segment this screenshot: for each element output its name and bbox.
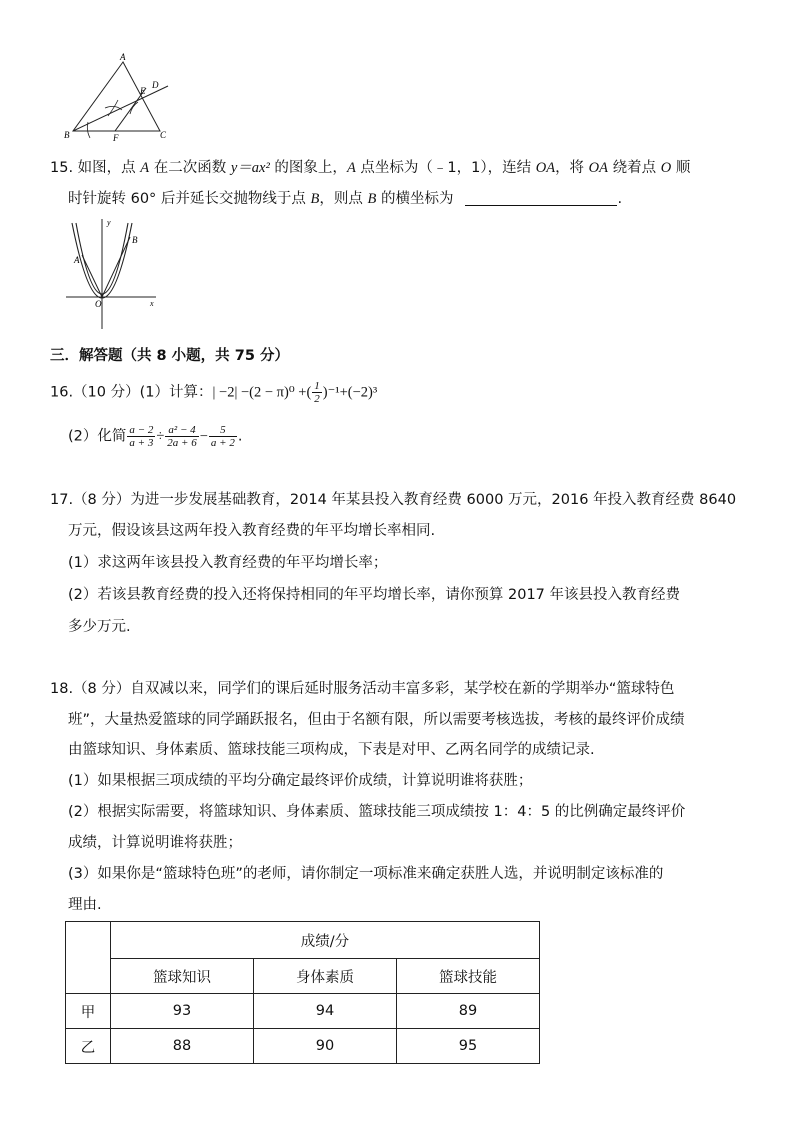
q15-point-b: B — [367, 191, 377, 207]
q18-line7: (3）如果你是“篮球特色班”的老师，请你制定一项标准来确定获胜人选，并说明制定该标准的 — [68, 866, 664, 882]
q18-line4: (1）如果根据三项成绩的平均分确定最终评价成绩，计算说明谁将获胜； — [68, 773, 533, 789]
q15-segment-oa: OA — [535, 160, 556, 176]
q18-line2: 班”，大量热爱篮球的同学踊跃报名，但由于名额有限，所以需要考核选拔，考核的最终评价成绩 — [68, 712, 685, 728]
q16-text: 16.（10 分）(1）计算： — [50, 384, 213, 401]
q15-text: 时针旋转 60° 后并延长交抛物线于点 — [68, 191, 311, 207]
q15-text: 顺 — [671, 160, 691, 176]
construction-arc — [108, 100, 118, 116]
q15-line1 — [50, 158, 690, 178]
axis-label-x: x — [150, 299, 154, 308]
table-column-header-row — [66, 959, 540, 994]
row-header: 乙 — [66, 1029, 111, 1064]
q17-line4: (2）若该县教育经费的投入还将保持相同的年平均增长率，请你预算 2017 年该县投入教育经费 — [68, 587, 680, 603]
fraction-denominator: 2a + 6 — [167, 437, 197, 449]
q16-text: . — [237, 428, 243, 445]
triangle-construction-figure — [60, 50, 180, 142]
segment-ob — [102, 237, 130, 297]
table-cell: 90 — [254, 1029, 397, 1064]
q17-line2: 万元，假设该县这两年投入教育经费的年平均增长率相同. — [68, 523, 436, 539]
column-header: 篮球知识 — [111, 959, 254, 994]
table-cell: 95 — [397, 1029, 540, 1064]
q15-point-b: B — [310, 191, 320, 207]
column-header: 篮球技能 — [397, 959, 540, 994]
q15-point-a: A — [346, 160, 356, 176]
q16-expression: )⁻¹+(−2)³ — [322, 384, 378, 401]
label-e: E — [140, 86, 146, 96]
q18-line3: 由篮球知识、身体素质、篮球技能三项构成，下表是对甲、乙两名同学的成绩记录. — [68, 742, 595, 758]
q15-text: ，将 — [555, 160, 589, 176]
q17-line3: (1）求这两年该县投入教育经费的年平均增长率； — [68, 555, 388, 571]
q18-line5: (2）根据实际需要，将篮球知识、身体素质、篮球技能三项成绩按 1：4：5 的比例确定最终评价 — [68, 804, 686, 820]
fraction-numerator: a² − 4 — [165, 424, 198, 437]
q18-line1: 18.（8 分）自双减以来，同学们的课后延时服务活动丰富多彩，某学校在新的学期举办“篮球特色 — [50, 681, 675, 697]
q15-line2 — [68, 189, 622, 209]
q16-fraction-3 — [209, 424, 237, 449]
label-f: F — [113, 133, 119, 142]
table-row — [66, 994, 540, 1029]
label-d: D — [152, 80, 159, 90]
section-title: 三．解答题（共 8 小题，共 75 分） — [50, 348, 289, 364]
q15-text: . — [617, 191, 623, 207]
row-header: 甲 — [66, 994, 111, 1029]
axis-label-y: y — [107, 218, 111, 227]
q15-text: 的图象上， — [269, 160, 347, 176]
divide-sign: ÷ — [156, 428, 165, 445]
q16-line1 — [50, 380, 377, 405]
fraction-denominator: 2 — [314, 393, 320, 405]
q15-text: 绕着点 — [608, 160, 661, 176]
table-header-row — [66, 922, 540, 959]
q15-text: 的横坐标为 — [376, 191, 454, 207]
table-cell: 94 — [254, 994, 397, 1029]
q15-point-a: A — [140, 160, 150, 176]
answer-blank[interactable] — [465, 191, 617, 206]
origin-label: O — [95, 299, 102, 309]
fraction-numerator: 1 — [314, 380, 320, 392]
q17-line5: 多少万元. — [68, 619, 131, 635]
fraction-denominator: a + 2 — [210, 437, 235, 449]
q16-fraction-1 — [127, 424, 155, 449]
point-a-label: A — [74, 255, 80, 265]
score-table — [65, 921, 540, 1064]
table-group-header: 成绩/分 — [111, 922, 540, 959]
q18-line6: 成绩，计算说明谁将获胜； — [68, 835, 242, 851]
table-row — [66, 1029, 540, 1064]
q16-line2 — [68, 424, 242, 449]
q15-text: ，则点 — [319, 191, 368, 207]
table-cell: 89 — [397, 994, 540, 1029]
q15-text: 点坐标为（﹣1，1），连结 — [355, 160, 536, 176]
table-cell: 93 — [111, 994, 254, 1029]
q15-formula: y＝ax² — [230, 160, 270, 176]
parabola-figure — [62, 215, 162, 333]
q16-text: (2）化简 — [68, 428, 127, 445]
q18-line8: 理由. — [68, 897, 102, 913]
label-c: C — [160, 130, 167, 140]
fraction-denominator: a + 3 — [129, 437, 154, 449]
segment-oa — [82, 255, 102, 297]
fraction-numerator: a − 2 — [129, 424, 154, 436]
q15-segment-oa: OA — [588, 160, 609, 176]
table-corner-cell — [66, 922, 111, 994]
q15-point-o: O — [660, 160, 672, 176]
q16-fraction — [312, 380, 322, 405]
q15-text: 在二次函数 — [149, 160, 231, 176]
minus-sign: − — [199, 428, 208, 445]
construction-arc — [87, 122, 90, 138]
point-b-label: B — [132, 235, 138, 245]
label-b: B — [64, 130, 70, 140]
q16-expression: | −2| −(2 − π)⁰ +( — [212, 384, 312, 401]
column-header: 身体素质 — [254, 959, 397, 994]
label-a: A — [120, 52, 126, 62]
q15-text: 15. 如图，点 — [50, 160, 141, 176]
table-cell: 88 — [111, 1029, 254, 1064]
fraction-numerator: 5 — [209, 424, 237, 437]
q16-fraction-2 — [165, 424, 198, 449]
q17-line1: 17.（8 分）为进一步发展基础教育，2014 年某县投入教育经费 6000 万元，2016 年投入教育经费 8640 — [50, 492, 737, 508]
